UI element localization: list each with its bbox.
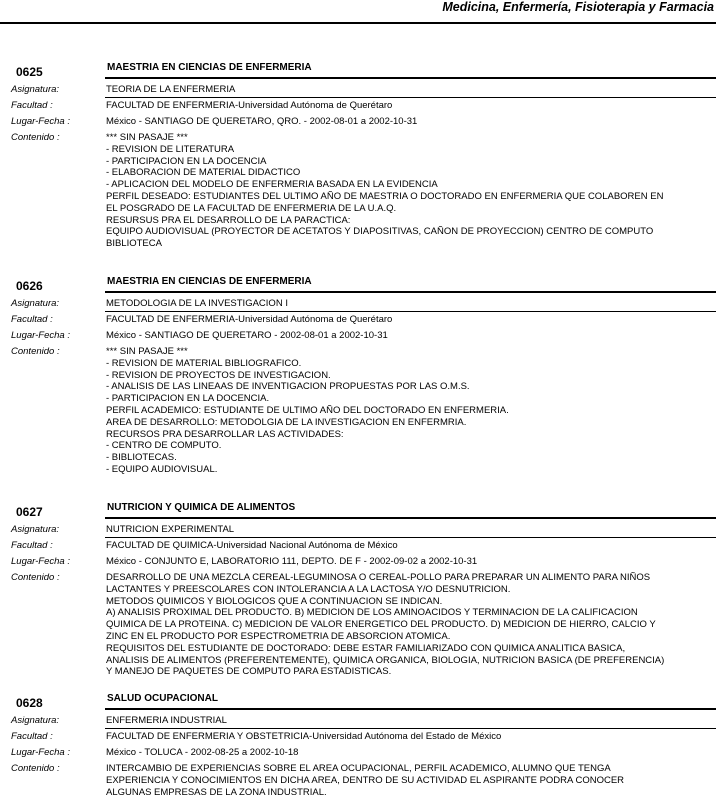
value-lugar-fecha: México - CONJUNTO E, LABORATORIO 111, DEPTO. DE F - 2002-09-02 a 2002-10-31	[106, 556, 478, 567]
content-line: A) ANALISIS PROXIMAL DEL PRODUCTO. B) MEDICION DE LOS AMINOACIDOS Y TERMINACION DE LA CALIFICACION	[106, 607, 638, 619]
page-title: Medicina, Enfermería, Fisioterapia y Farmacia	[442, 0, 714, 14]
content-line: - PARTICIPACION EN LA DOCENCIA	[106, 155, 267, 167]
content-line: AREA DE DESARROLLO: METODOLGIA DE LA INVESTIGACION EN ENFERMRIA.	[106, 416, 467, 428]
content-line: *** SIN PASAJE ***	[106, 346, 188, 357]
content-line: - CENTRO DE COMPUTO.	[106, 440, 222, 452]
entry-program: MAESTRIA EN CIENCIAS DE ENFERMERIA	[107, 62, 312, 73]
entry-divider	[105, 708, 716, 710]
content-line: - APLICACION DEL MODELO DE ENFERMERIA BASADA EN LA EVIDENCIA	[106, 179, 438, 191]
content-line: QUIMICA DE LA PROTEINA. C) MEDICION DE VALOR ENERGETICO DEL PRODUCTO. D) MEDICION DE HIERRO, CALCIO Y	[106, 619, 656, 631]
row-divider	[105, 728, 716, 729]
value-contenido	[106, 132, 712, 250]
label-lugar-fecha: Lugar-Fecha :	[11, 556, 70, 567]
content-line: - BIBLIOTECAS.	[106, 452, 177, 464]
page-header	[0, 0, 716, 24]
content-line: - REVISION DE LITERATURA	[106, 143, 235, 155]
entry-code: 0628	[16, 696, 43, 710]
value-lugar-fecha: México - SANTIAGO DE QUERETARO, QRO. - 2002-08-01 a 2002-10-31	[106, 116, 418, 127]
entry-program: MAESTRIA EN CIENCIAS DE ENFERMERIA	[107, 276, 312, 287]
entry-code: 0627	[16, 505, 43, 519]
value-facultad: FACULTAD DE ENFERMERIA-Universidad Autónoma de Querétaro	[106, 314, 393, 325]
entry-program: SALUD OCUPACIONAL	[107, 693, 218, 704]
label-contenido: Contenido :	[11, 346, 60, 357]
label-facultad: Facultad :	[11, 540, 53, 551]
content-line: - PARTICIPACION EN LA DOCENCIA.	[106, 393, 270, 405]
label-facultad: Facultad :	[11, 731, 53, 742]
label-contenido: Contenido :	[11, 132, 60, 143]
value-contenido	[106, 763, 712, 798]
label-facultad: Facultad :	[11, 100, 53, 111]
content-line: PERFIL DESEADO: ESTUDIANTES DEL ULTIMO AÑO DE MAESTRIA O DOCTORADO EN ENFERMERIA QUE COLABOREN EN	[106, 190, 664, 202]
content-line: - ELABORACION DE MATERIAL DIDACTICO	[106, 167, 301, 179]
entry-divider	[105, 517, 716, 519]
value-asignatura: METODOLOGIA DE LA INVESTIGACION I	[106, 298, 288, 309]
label-asignatura: Asignatura:	[11, 524, 60, 535]
content-line: LACTANTES Y PREESCOLARES CON INTOLERANCIA A LA LACTOSA Y/O DESNUTRICION.	[106, 583, 511, 595]
value-lugar-fecha: México - SANTIAGO DE QUERETARO - 2002-08-01 a 2002-10-31	[106, 330, 388, 341]
value-lugar-fecha: México - TOLUCA - 2002-08-25 a 2002-10-18	[106, 747, 299, 758]
value-contenido	[106, 572, 712, 678]
entry-code: 0625	[16, 65, 43, 79]
label-asignatura: Asignatura:	[11, 84, 60, 95]
content-line: ZINC EN EL PRODUCTO POR ESPECTROMETRIA DE ABSORCION ATOMICA.	[106, 630, 451, 642]
value-contenido	[106, 346, 712, 476]
value-facultad: FACULTAD DE ENFERMERIA-Universidad Autónoma de Querétaro	[106, 100, 393, 111]
content-line: ANALISIS DE ALIMENTOS (PREFERENTEMENTE), QUIMICA ORGANICA, BIOLOGIA, NUTRICION BASICA (DE PREFERENCIA)	[106, 654, 665, 666]
content-line: EL POSGRADO DE LA FACULTAD DE ENFERMERIA DE LA U.A.Q.	[106, 202, 397, 214]
entry-code: 0626	[16, 279, 43, 293]
value-asignatura: TEORIA DE LA ENFERMERIA	[106, 84, 236, 95]
content-line: - REVISION DE MATERIAL BIBLIOGRAFICO.	[106, 357, 302, 369]
content-line: RESURSUS PRA EL DESARROLLO DE LA PARACTICA:	[106, 214, 351, 226]
content-line: - ANALISIS DE LAS LINEAAS DE INVENTIGACION PROPUESTAS POR LAS O.M.S.	[106, 381, 470, 393]
label-contenido: Contenido :	[11, 763, 60, 774]
content-line: - REVISION DE PROYECTOS DE INVESTIGACION.	[106, 369, 331, 381]
content-line: PERFIL ACADEMICO: ESTUDIANTE DE ULTIMO AÑO DEL DOCTORADO EN ENFERMERIA.	[106, 404, 509, 416]
content-line: *** SIN PASAJE ***	[106, 132, 188, 143]
content-line: - EQUIPO AUDIOVISUAL.	[106, 463, 218, 475]
content-line: BIBLIOTECA	[106, 238, 162, 250]
content-line: ALGUNAS EMPRESAS DE LA ZONA INDUSTRIAL.	[106, 786, 327, 798]
label-asignatura: Asignatura:	[11, 298, 60, 309]
label-contenido: Contenido :	[11, 572, 60, 583]
content-line: REQUISITOS DEL ESTUDIANTE DE DOCTORADO: DEBE ESTAR FAMILIARIZADO CON QUIMICA ANALITICA BASICA,	[106, 642, 626, 654]
content-line: METODOS QUIMICOS Y BIOLOGICOS QUE A CONTINUACION SE INDICAN.	[106, 595, 443, 607]
content-line: DESARROLLO DE UNA MEZCLA CEREAL-LEGUMINOSA O CEREAL-POLLO PARA PREPARAR UN ALIMENTO PARA NIÑOS	[106, 572, 651, 583]
entry-program: NUTRICION Y QUIMICA DE ALIMENTOS	[107, 502, 296, 513]
entry-divider	[105, 291, 716, 293]
label-facultad: Facultad :	[11, 314, 53, 325]
label-asignatura: Asignatura:	[11, 715, 60, 726]
value-asignatura: NUTRICION EXPERIMENTAL	[106, 524, 235, 535]
content-line: Y MANEJO DE PAQUETES DE COMPUTO PARA ESTADISTICAS.	[106, 666, 392, 678]
content-line: EXPERIENCIA Y CONOCIMIENTOS EN DICHA AREA, DENTRO DE SU ACTIVIDAD EL ASPIRANTE PODRA CONOCER	[106, 774, 625, 786]
row-divider	[105, 311, 716, 312]
value-asignatura: ENFERMERIA INDUSTRIAL	[106, 715, 227, 726]
label-lugar-fecha: Lugar-Fecha :	[11, 330, 70, 341]
row-divider	[105, 537, 716, 538]
row-divider	[105, 97, 716, 98]
content-line: RECURSOS PRA DESARROLLAR LAS ACTIVIDADES:	[106, 428, 344, 440]
value-facultad: FACULTAD DE QUIMICA-Universidad Nacional Autónoma de México	[106, 540, 398, 551]
content-line: INTERCAMBIO DE EXPERIENCIAS SOBRE EL AREA OCUPACIONAL, PERFIL ACADEMICO, ALUMNO QUE TENGA	[106, 763, 611, 774]
content-line: EQUIPO AUDIOVISUAL (PROYECTOR DE ACETATOS Y DIAPOSITIVAS, CAÑON DE PROYECCION) CENTRO DE COMPUTO	[106, 226, 654, 238]
value-facultad: FACULTAD DE ENFERMERIA Y OBSTETRICIA-Universidad Autónoma del Estado de México	[106, 731, 502, 742]
entry-divider	[105, 77, 716, 79]
label-lugar-fecha: Lugar-Fecha :	[11, 116, 70, 127]
label-lugar-fecha: Lugar-Fecha :	[11, 747, 70, 758]
